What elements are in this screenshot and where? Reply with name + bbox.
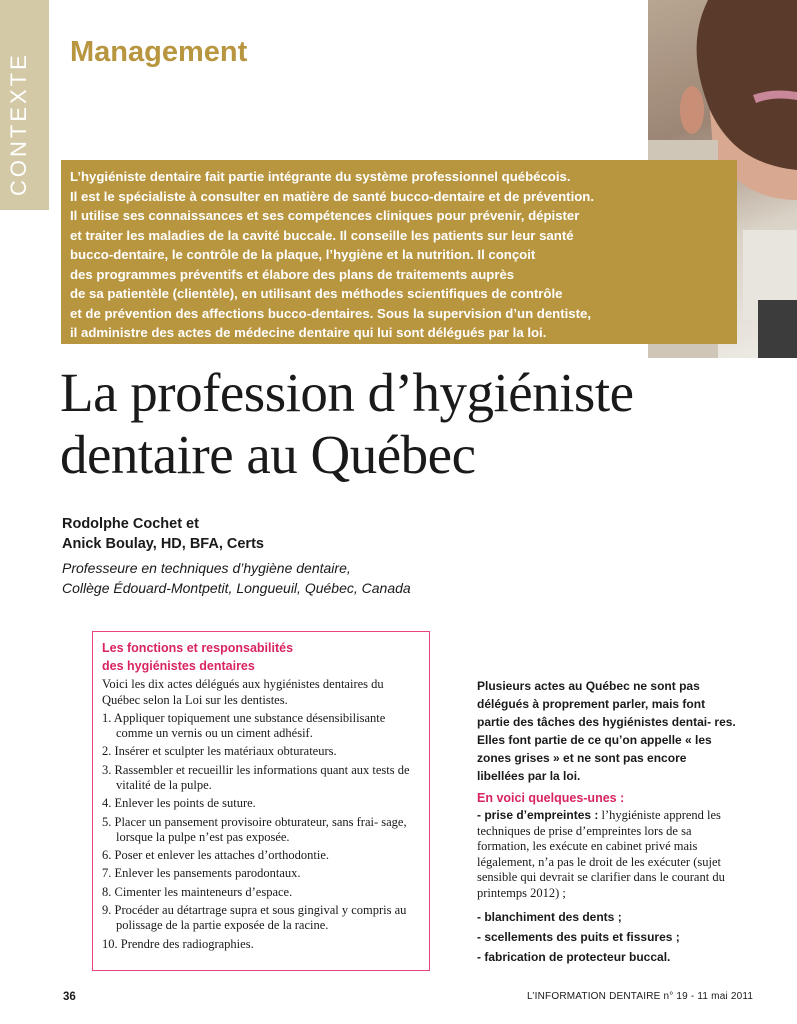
intro-line: Il utilise ses connaissances et ses compétences cliniques pour prévenir, dépister [70,208,580,223]
item-text: l’hygiéniste apprend les techniques de prise d’empreintes lors de sa formation, les exécute en cabinet privé mais légalement, n’a pas le droit de les exécuter (sujet sensible qui devrait se clarifier dans le courant du printemps 2012) ; [477,808,725,900]
box-title-line: Les fonctions et responsabilités [102,641,294,655]
box-title [102,639,422,675]
intro-line: bucco-dentaire, le contrôle de la plaque, l’hygiène et la nutrition. Il conçoit [70,247,536,262]
journal-footer: L’INFORMATION DENTAIRE n° 19 - 11 mai 2011 [527,991,754,1002]
list-item: 1. Appliquer topiquement une substance désensibilisante comme un vernis ou un ciment adhésif. [102,711,386,740]
affiliation [62,558,411,598]
list-item: 3. Rassembler et recueillir les informations quant aux tests de vitalité de la pulpe. [102,762,410,792]
title-line: La profession d’hygiéniste [60,362,634,423]
list-item: 5. Placer un pansement provisoire obturateur, sans frai- sage, lorsque la pulpe n’est pas exposée. [102,814,407,844]
intro-line: de sa patientèle (clientèle), en utilisant des méthodes scientifiques de contrôle [70,286,563,301]
list-item: 4. Enlever les points de suture. [102,796,256,811]
intro-line: L’hygiéniste dentaire fait partie intégrante du système professionnel québécois. [70,169,571,184]
grey-zone-item: - blanchiment des dents ; [477,910,622,924]
list-item: 6. Poser et enlever les attaches d’orthodontie. [102,847,330,862]
authors [62,514,264,554]
list-item: 9. Procéder au détartrage supra et sous gingival y compris au polissage de la partie exposée de la racine. [102,903,407,933]
grey-zone-item: - fabrication de protecteur buccal. [477,950,671,964]
title-line: dentaire au Québec [60,424,476,485]
intro-line: et traiter les maladies de la cavité buccale. Il conseille les patients sur leur santé [70,227,574,243]
author-line: Rodolphe Cochet et [62,516,199,532]
list-item: 8. Cimenter les mainteneurs d’espace. [102,884,293,899]
list-item: 7. Enlever les pansements parodontaux. [102,866,301,881]
item-lead: - prise d’empreintes : [477,808,599,822]
intro-line: il administre des actes de médecine dentaire qui lui sont délégués par la loi. [70,325,547,340]
box-title-line: des hygiénistes dentaires [102,659,255,673]
intro-box [61,160,737,344]
page-number: 36 [63,991,76,1003]
box-intro: Voici les dix actes délégués aux hygiénistes dentaires du Québec selon la Loi sur les dentistes. [102,677,384,707]
section-tab-label: CONTEXTE [6,52,31,196]
author-line: Anick Boulay, HD, BFA, Certs [62,536,264,552]
article-title [60,362,780,486]
grey-zone-heading: En voici quelques-unes : [477,791,625,805]
intro-line: et de prévention des affections bucco-dentaires. Sous la supervision d’un dentiste, [70,305,592,321]
grey-zone-intro: Plusieurs actes au Québec ne sont pas délégués à proprement parler, mais font partie des tâches des hygiénistes dentai- res. Elles font partie de ce qu’on appelle « les zones grises » et ne sont pas encore libellées par la loi. [477,679,736,783]
intro-text [70,167,734,343]
delegated-acts-list [102,711,424,955]
list-item: 10. Prendre des radiographies. [102,936,254,951]
intro-line: Il est le spécialiste à consulter en matière de santé bucco-dentaire et de prévention. [70,188,595,204]
intro-line: des programmes préventifs et élabore des plans de traitements auprès [70,266,515,282]
section-title: Management [70,36,248,68]
affiliation-line: Professeure en techniques d’hygiène dentaire, [62,560,351,576]
grey-zone-item: - scellements des puits et fissures ; [477,930,680,944]
affiliation-line: Collège Édouard-Montpetit, Longueuil, Québec, Canada [62,580,411,596]
grey-zone-item [477,808,739,901]
functions-box [92,631,430,971]
list-item: 2. Insérer et sculpter les matériaux obturateurs. [102,744,337,759]
